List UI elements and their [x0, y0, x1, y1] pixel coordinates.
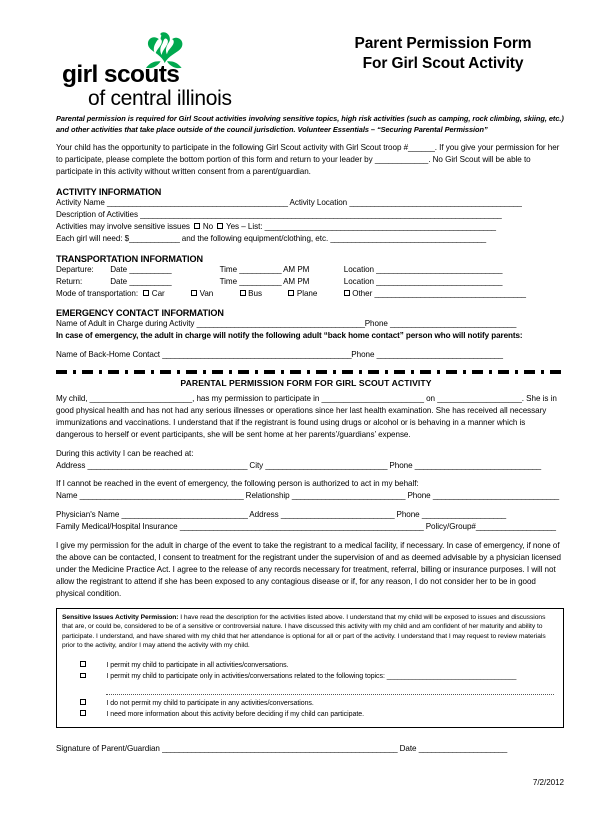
field-row-address [56, 460, 564, 472]
checkbox-need-more-info[interactable] [80, 710, 86, 716]
activity-name-input[interactable]: ___________________________________________ [107, 197, 288, 207]
sensitive-no-label: No [202, 221, 214, 231]
authorized-phone-input[interactable]: ______________________________ [432, 491, 559, 501]
checkbox-sensitive-yes[interactable] [217, 223, 223, 229]
permit-topics-continuation-line[interactable] [106, 694, 554, 695]
page-title-line1: Parent Permission Form [354, 35, 532, 52]
permission-body-paragraph: My child, _______________________, has my permission to participate in _______________________ on ___________________. She is in good physical health and has not had any serious illnesses or operations since her last health examination. She has received all necessary immunizations and vaccinations. I understand that if the registrant is found using drugs or alcohol or is behaving in a manner which is dangerous to herself or event participants, she will be sent home at her parents’/guardians’ expense. [56, 394, 557, 439]
medical-consent-paragraph: I give my permission for the adult in charge of the event to take the registrant to a medical facility, if necessary. In case of emergency, if none of the above can be contacted, I consent to treatment for the registrant under the supervision of and as deemed advisable by a physician licensed under the Medicine Practice Act. I agree to the release of any records necessary for treatment, referral, billing or insurance purposes. I will not allow the registrant to attend if she has been exposed to any contagious disease or if, for any reason, I do not consider her to be in good physical condition. [56, 541, 561, 598]
departure-time-label: Time [219, 265, 238, 275]
adult-in-charge-label: Name of Adult in Charge during Activity [56, 319, 195, 329]
checkbox-mode-car[interactable] [143, 290, 149, 296]
sensitive-yes-label: Yes – List: [225, 221, 263, 231]
section-heading-transportation: TRANSPORTATION INFORMATION [56, 254, 203, 265]
field-row-mode-of-transportation [56, 288, 564, 300]
authorized-name-label: Name [56, 491, 78, 501]
field-row-description [56, 209, 564, 221]
option-do-not-permit[interactable] [62, 698, 558, 709]
field-row-physician [56, 509, 564, 521]
physician-address-label: Address [249, 510, 279, 520]
cost-input[interactable]: ____________ [129, 234, 180, 244]
return-location-input[interactable]: ______________________________ [376, 276, 503, 286]
revision-date: 7/2/2012 [532, 778, 564, 787]
city-label: City [249, 460, 264, 470]
checkbox-mode-bus[interactable] [240, 290, 246, 296]
description-label: Description of Activities [56, 209, 138, 219]
document-page [0, 30, 612, 822]
physician-input[interactable]: ______________________________ [121, 510, 248, 520]
mode-label-van: Van [199, 288, 214, 298]
permit-topics-input[interactable]: ____________________________________ [386, 673, 517, 681]
emergency-notice: In case of emergency, the adult in charge will notify the following adult “back home contact” person who will notify parents: [56, 331, 523, 341]
physician-phone-input[interactable]: ____________________ [421, 510, 506, 520]
checkbox-permit-topics[interactable] [80, 673, 86, 679]
checkbox-mode-other[interactable] [344, 290, 350, 296]
option-permit-topics[interactable] [62, 671, 558, 682]
return-location-label: Location [343, 276, 374, 286]
mode-label-car: Car [151, 288, 165, 298]
section-heading-activity: ACTIVITY INFORMATION [56, 186, 162, 197]
departure-time-input[interactable]: __________ [239, 265, 282, 275]
departure-date-label: Date [110, 265, 128, 275]
option-spacer [62, 683, 558, 692]
sensitive-issues-label: Sensitive Issues Activity Permission: [62, 613, 179, 621]
option-permit-all-label: I permit my child to participate in all activities/conversations. [106, 661, 289, 669]
adult-in-charge-phone-input[interactable]: ______________________________ [390, 319, 517, 329]
sensitive-issues-paragraph [62, 613, 558, 651]
section-heading-emergency: EMERGENCY CONTACT INFORMATION [56, 308, 224, 319]
return-time-input[interactable]: __________ [239, 276, 282, 286]
checkbox-sensitive-no[interactable] [194, 223, 200, 229]
option-need-more-info-label: I need more information about this activity before deciding if my child can participate. [106, 710, 364, 718]
field-row-signature [56, 744, 564, 753]
activity-name-label: Activity Name [56, 197, 105, 207]
equipment-label: and the following equipment/clothing, etc. [181, 234, 329, 244]
address-phone-label: Phone [389, 460, 413, 470]
mode-other-input[interactable]: ____________________________________ [374, 288, 526, 298]
return-date-input[interactable]: __________ [129, 276, 172, 286]
physician-label: Physician's Name [56, 510, 120, 520]
adult-in-charge-input[interactable]: ________________________________________ [196, 319, 365, 329]
field-row-authorized-person [56, 490, 564, 502]
logo-text-secondary: of central illinois [88, 87, 232, 110]
option-do-not-permit-label: I do not permit my child to participate in any activities/conversations. [106, 699, 314, 707]
option-permit-all[interactable] [62, 660, 558, 671]
mode-label-other: Other [352, 288, 373, 298]
return-time-label: Time [219, 276, 238, 286]
equipment-input[interactable]: _____________________________________ [330, 234, 486, 244]
page-title [300, 34, 586, 74]
activity-location-input[interactable]: _________________________________________ [349, 197, 522, 207]
back-home-input[interactable]: _____________________________________________ [162, 349, 352, 359]
option-need-more-info[interactable] [62, 709, 558, 720]
girl-scouts-logo [62, 30, 302, 108]
authorized-name-input[interactable]: _______________________________________ [79, 491, 244, 501]
sensitive-issues-box [56, 608, 564, 728]
field-row-return [56, 276, 564, 288]
physician-address-input[interactable]: ___________________________ [280, 510, 395, 520]
cost-label: Each girl will need: $ [56, 234, 130, 244]
sensitive-list-input[interactable]: _______________________________________________________ [264, 221, 496, 231]
field-row-cost [56, 233, 564, 245]
relationship-label: Relationship [245, 491, 290, 501]
reached-at-label: During this activity I can be reached at: [56, 448, 194, 458]
physician-phone-label: Phone [396, 510, 420, 520]
tear-off-separator [56, 370, 564, 374]
insurance-label: Family Medical/Hospital Insurance [56, 521, 178, 531]
sensitive-issues-options [62, 660, 558, 720]
activity-location-label: Activity Location [289, 197, 348, 207]
sensitive-issues-label: Activities may involve sensitive issues [56, 221, 190, 231]
departure-location-label: Location [343, 265, 374, 275]
signature-label: Signature of Parent/Guardian [56, 744, 160, 754]
permission-section-title: PARENTAL PERMISSION FORM FOR GIRL SCOUT ACTIVITY [180, 378, 432, 388]
italic-notice: Parental permission is required for Girl Scout activities involving sensitive topics, high risk activities (such as camping, rock climbing, skiing, etc.) and other activities that take place outside of the council jurisdiction. Volunteer Essentials – “Securing Parental Permission” [56, 114, 564, 134]
checkbox-permit-all[interactable] [80, 661, 86, 667]
city-input[interactable]: _____________________________ [265, 460, 388, 470]
intro-paragraph: Your child has the opportunity to participate in the following Girl Scout activity with Girl Scout troop #______. If you give your permission for her to participate, please complete the bottom portion of this form and return to your leader by ____________. No Girl Scout will be able to participate in this activity without written consent from a parent/guardian. [56, 143, 560, 176]
checkbox-mode-van[interactable] [191, 290, 197, 296]
sensitive-issues-body: I have read the description for the activities listed above. I understand that my child will be exposed to issues and discussions that are, or could be, considered to be of a sensitive or controversial nature. I have discussed this activity with my child and am confident of her maturity and ability to participate. I understand, and have shared with my child that her attendance is optional for all or part of the activity. I understand that I may request to review materials prior to the activity, and/or I may attend the activity with my child. [62, 613, 546, 650]
page-title-line2: For Girl Scout Activity [362, 55, 524, 73]
address-label: Address [56, 460, 86, 470]
back-home-phone-input[interactable]: ______________________________ [376, 349, 503, 359]
address-phone-input[interactable]: ______________________________ [414, 460, 541, 470]
option-permit-topics-label: I permit my child to participate only in activities/conversations related to the following topics: [106, 673, 385, 681]
field-row-sensitive-issues [56, 221, 564, 233]
relationship-input[interactable]: ___________________________ [291, 491, 406, 501]
back-home-phone-label: Phone [351, 349, 375, 359]
logo-text-primary: girl scouts [62, 61, 180, 88]
signature-date-label: Date [399, 744, 417, 754]
checkbox-mode-plane[interactable] [288, 290, 294, 296]
adult-in-charge-phone-label: Phone [364, 319, 388, 329]
field-row-insurance [56, 521, 564, 533]
document-header [0, 30, 612, 108]
departure-location-input[interactable]: ______________________________ [376, 265, 503, 275]
back-home-label: Name of Back-Home Contact [56, 349, 161, 359]
departure-label: Departure: [56, 265, 94, 275]
field-row-departure [56, 264, 564, 276]
mode-label: Mode of transportation: [56, 288, 139, 298]
authorized-person-label: If I cannot be reached in the event of emergency, the following person is authorized to act in my behalf: [56, 479, 419, 489]
address-input[interactable]: ______________________________________ [87, 460, 248, 470]
field-row-adult-in-charge [56, 318, 564, 330]
departure-ampm-label[interactable]: AM PM [283, 265, 310, 275]
field-row-activity-name [56, 197, 564, 209]
mode-label-bus: Bus [248, 288, 262, 298]
mode-label-plane: Plane [296, 288, 318, 298]
policy-label: Policy/Group# [425, 521, 476, 531]
return-label: Return: [56, 276, 83, 286]
signature-input[interactable]: ________________________________________________________ [162, 744, 398, 754]
checkbox-do-not-permit[interactable] [80, 699, 86, 705]
return-ampm-label[interactable]: AM PM [283, 276, 310, 286]
return-date-label: Date [110, 276, 128, 286]
authorized-phone-label: Phone [407, 491, 431, 501]
field-row-back-home-contact [56, 349, 564, 361]
insurance-input[interactable]: __________________________________________________________ [179, 521, 424, 531]
departure-date-input[interactable]: __________ [129, 265, 172, 275]
description-input[interactable]: ______________________________________________________________________________________ [140, 209, 502, 219]
policy-input[interactable]: ___________________ [475, 521, 556, 531]
signature-date-input[interactable]: _____________________ [418, 744, 507, 754]
